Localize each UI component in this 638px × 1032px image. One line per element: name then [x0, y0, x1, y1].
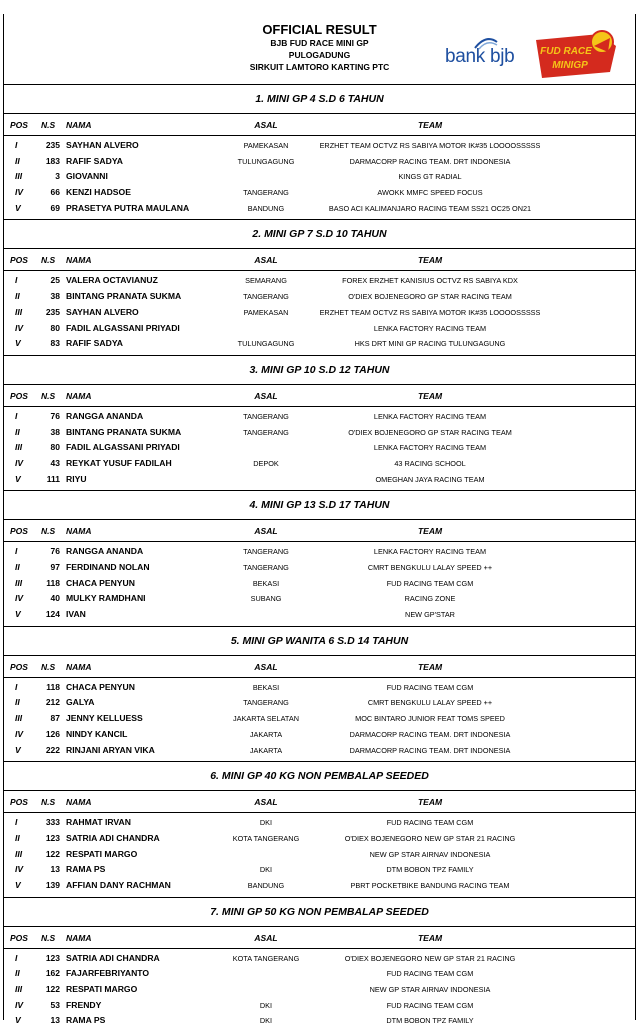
- col-asal: ASAL: [254, 120, 278, 130]
- cell-asal: TANGERANG: [243, 411, 289, 421]
- category-section-4: [4, 490, 635, 625]
- cell-nama: RIYU: [66, 473, 87, 484]
- table-row: [4, 440, 635, 456]
- cell-pos: IV: [15, 864, 24, 875]
- col-nama: NAMA: [66, 390, 92, 401]
- col-pos: POS: [10, 255, 28, 266]
- cell-ns: 333: [45, 817, 60, 828]
- cell-asal: SEMARANG: [245, 276, 287, 286]
- cell-nama: RAHMAT IRVAN: [66, 817, 131, 828]
- cell-team: LENKA FACTORY RACING TEAM: [373, 323, 487, 333]
- col-nama: NAMA: [66, 661, 92, 672]
- cell-ns: 53: [50, 999, 60, 1010]
- cell-team: FUD RACING TEAM CGM: [386, 578, 474, 588]
- cell-team: NEW GP STAR AIRNAV INDONESIA: [369, 849, 491, 859]
- cell-asal: SUBANG: [250, 594, 282, 604]
- category-section-3: [4, 355, 635, 490]
- cell-asal: BANDUNG: [247, 880, 285, 890]
- cell-ns: 162: [45, 968, 60, 979]
- cell-ns: 212: [45, 697, 60, 708]
- cell-team: O'DIEX BOJENEGORO NEW GP STAR 21 RACING: [344, 833, 516, 843]
- circuit-name: SIRKUIT LAMTORO KARTING PTC: [249, 62, 390, 72]
- col-asal: ASAL: [254, 661, 278, 672]
- cell-pos: III: [15, 171, 23, 182]
- col-team: TEAM: [417, 932, 443, 943]
- cell-team: 43 RACING SCHOOL: [394, 458, 466, 468]
- col-pos: POS: [10, 390, 28, 401]
- cell-nama: MULKY RAMDHANI: [66, 593, 146, 604]
- cell-ns: 123: [45, 832, 60, 843]
- table-row: [4, 607, 635, 623]
- cell-nama: NINDY KANCIL: [66, 728, 128, 739]
- cell-nama: RANGGA ANANDA: [66, 546, 144, 557]
- event-location: PULOGADUNG: [288, 50, 351, 60]
- cell-pos: I: [15, 275, 18, 286]
- cell-pos: I: [15, 410, 18, 421]
- col-ns: N.S: [41, 526, 56, 537]
- table-row: [4, 154, 635, 170]
- cell-ns: 43: [50, 457, 60, 468]
- table-row: [4, 966, 635, 982]
- cell-asal: KOTA TANGERANG: [232, 833, 300, 843]
- col-team: TEAM: [417, 255, 443, 266]
- cell-asal: TANGERANG: [243, 188, 289, 198]
- cell-asal: TANGERANG: [243, 292, 289, 302]
- cell-asal: JAKARTA: [249, 729, 283, 739]
- cell-asal: DKI: [259, 865, 273, 875]
- cell-pos: V: [15, 202, 21, 213]
- table-row: [4, 680, 635, 696]
- col-ns: N.S: [41, 932, 56, 943]
- cell-pos: III: [15, 713, 23, 724]
- category-section-7: [4, 897, 635, 1032]
- table-row: [4, 711, 635, 727]
- cell-team: FUD RACING TEAM CGM: [386, 818, 474, 828]
- table-row: [4, 336, 635, 352]
- cell-team: DARMACORP RACING TEAM. DRT INDONESIA: [349, 729, 511, 739]
- col-ns: N.S: [41, 255, 56, 266]
- fud-logo-line1: FUD RACE: [540, 46, 592, 57]
- cell-nama: SAYHAN ALVERO: [66, 140, 139, 150]
- col-team: TEAM: [417, 797, 443, 808]
- column-header: [4, 526, 635, 542]
- cell-asal: DKI: [259, 818, 273, 828]
- event-name: BJB FUD RACE MINI GP: [270, 38, 369, 48]
- column-header: [4, 797, 635, 813]
- cell-team: O'DIEX BOJENEGORO GP STAR RACING TEAM: [348, 292, 512, 302]
- table-row: [4, 544, 635, 560]
- column-header: [4, 255, 635, 271]
- col-pos: POS: [10, 932, 28, 943]
- cell-asal: TULUNGAGUNG: [237, 156, 295, 166]
- result-rows: [4, 678, 635, 761]
- cell-team: DTM BOBON TPZ FAMILY: [386, 1016, 474, 1026]
- cell-asal: BEKASI: [252, 682, 280, 692]
- cell-asal: TULUNGAGUNG: [237, 339, 295, 349]
- col-nama: NAMA: [66, 255, 92, 266]
- cell-nama: RAMA PS: [66, 864, 106, 875]
- cell-team: RACING ZONE: [404, 594, 456, 604]
- table-row: [4, 591, 635, 607]
- cell-ns: 80: [50, 322, 60, 333]
- cell-ns: 123: [45, 952, 60, 963]
- cell-nama: RINJANI ARYAN VIKA: [66, 744, 155, 755]
- cell-team: AWOKK MMFC SPEED FOCUS: [377, 188, 483, 198]
- result-rows: [4, 813, 635, 896]
- cell-pos: III: [15, 306, 23, 317]
- col-ns: N.S: [41, 390, 56, 401]
- table-row: [4, 831, 635, 847]
- table-row: [4, 560, 635, 576]
- table-row: [4, 982, 635, 998]
- cell-nama: FAJARFEBRIYANTO: [66, 968, 150, 979]
- results-sections: [4, 84, 635, 1032]
- table-row: [4, 201, 635, 217]
- cell-asal: JAKARTA SELATAN: [233, 714, 299, 724]
- cell-nama: JENNY KELLUESS: [66, 713, 143, 724]
- cell-asal: PAMEKASAN: [243, 307, 289, 317]
- cell-asal: KOTA TANGERANG: [232, 953, 300, 963]
- cell-nama: VALERA OCTAVIANUZ: [66, 275, 158, 286]
- cell-ns: 25: [50, 275, 60, 286]
- cell-team: DARMACORP RACING TEAM. DRT INDONESIA: [349, 745, 511, 755]
- category-title: 5. MINI GP WANITA 6 S.D 14 TAHUN: [4, 626, 635, 656]
- cell-ns: 38: [50, 291, 60, 302]
- cell-team: MOC BINTARO JUNIOR FEAT TOMS SPEED: [355, 714, 505, 724]
- cell-ns: 235: [45, 140, 60, 150]
- cell-pos: II: [15, 832, 20, 843]
- cell-team: OMEGHAN JAYA RACING TEAM: [375, 474, 485, 484]
- col-pos: POS: [10, 797, 28, 808]
- category-section-1: [4, 84, 635, 219]
- table-row: [4, 576, 635, 592]
- cell-ns: 3: [55, 171, 60, 182]
- col-asal: ASAL: [254, 797, 278, 808]
- cell-pos: IV: [15, 457, 24, 468]
- cell-ns: 235: [45, 306, 60, 317]
- category-title: 1. MINI GP 4 S.D 6 TAHUN: [4, 84, 635, 114]
- cell-asal: DEPOK: [253, 458, 279, 468]
- header: [4, 14, 635, 84]
- col-pos: POS: [10, 526, 28, 537]
- cell-team: HKS DRT MINI GP RACING TULUNGAGUNG: [354, 339, 506, 349]
- cell-ns: 76: [50, 410, 60, 421]
- table-row: [4, 998, 635, 1014]
- result-rows: [4, 407, 635, 490]
- table-row: [4, 743, 635, 759]
- table-row: [4, 409, 635, 425]
- cell-team: CMRT BENGKULU LALAY SPEED ++: [367, 563, 493, 572]
- category-section-5: [4, 626, 635, 761]
- cell-ns: 38: [50, 426, 60, 437]
- category-section-6: [4, 761, 635, 896]
- cell-pos: IV: [15, 322, 24, 333]
- fud-logo-line2: MINIGP: [552, 60, 588, 71]
- cell-asal: JAKARTA: [249, 745, 283, 755]
- cell-ns: 76: [50, 546, 60, 557]
- col-team: TEAM: [417, 390, 443, 401]
- cell-pos: V: [15, 609, 21, 620]
- cell-ns: 97: [50, 562, 60, 572]
- cell-team: LENKA FACTORY RACING TEAM: [373, 547, 487, 557]
- cell-team: LENKA FACTORY RACING TEAM: [373, 443, 487, 453]
- cell-ns: 69: [50, 202, 60, 213]
- cell-nama: RANGGA ANANDA: [66, 410, 144, 421]
- cell-pos: IV: [15, 999, 24, 1010]
- cell-team: DARMACORP RACING TEAM. DRT INDONESIA: [349, 156, 511, 166]
- table-row: [4, 425, 635, 441]
- cell-nama: FADIL ALGASSANI PRIYADI: [66, 442, 180, 453]
- result-rows: [4, 542, 635, 625]
- cell-ns: 122: [45, 984, 60, 994]
- cell-pos: V: [15, 473, 21, 484]
- cell-nama: RAFIF SADYA: [66, 338, 123, 349]
- cell-nama: GIOVANNI: [66, 171, 108, 182]
- col-asal: ASAL: [254, 255, 278, 266]
- table-row: [4, 951, 635, 967]
- cell-pos: II: [15, 155, 20, 166]
- cell-pos: V: [15, 338, 21, 349]
- table-row: [4, 289, 635, 305]
- cell-nama: RESPATI MARGO: [66, 984, 138, 994]
- cell-pos: II: [15, 562, 20, 572]
- cell-pos: V: [15, 744, 21, 755]
- cell-pos: III: [15, 984, 23, 994]
- col-ns: N.S: [41, 797, 56, 808]
- cell-pos: III: [15, 442, 23, 453]
- cell-asal: TANGERANG: [243, 563, 289, 572]
- table-row: [4, 321, 635, 337]
- col-nama: NAMA: [66, 526, 92, 537]
- table-row: [4, 1013, 635, 1029]
- cell-team: FUD RACING TEAM CGM: [386, 1000, 474, 1010]
- cell-team: ERZHET TEAM OCTVZ RS SABIYA MOTOR IK#35 LOOOOSSSSS: [319, 307, 541, 317]
- column-header: [4, 120, 635, 136]
- cell-team: FUD RACING TEAM CGM: [386, 969, 474, 979]
- cell-pos: IV: [15, 728, 24, 739]
- cell-asal: TANGERANG: [243, 547, 289, 557]
- table-row: [4, 727, 635, 743]
- cell-team: KINGS GT RADIAL: [398, 172, 462, 182]
- cell-nama: CHACA PENYUN: [66, 681, 135, 692]
- cell-pos: I: [15, 952, 18, 963]
- bank-bjb-logo: [445, 46, 514, 68]
- cell-ns: 118: [46, 577, 60, 588]
- fud-race-minigp-logo: [530, 26, 622, 82]
- cell-asal: DKI: [259, 1000, 273, 1010]
- cell-team: O'DIEX BOJENEGORO GP STAR RACING TEAM: [348, 427, 512, 437]
- col-team: TEAM: [417, 120, 443, 130]
- cell-pos: I: [15, 817, 18, 828]
- cell-pos: II: [15, 697, 20, 708]
- result-rows: [4, 271, 635, 354]
- cell-nama: PRASETYA PUTRA MAULANA: [66, 202, 190, 213]
- col-nama: NAMA: [66, 120, 92, 130]
- table-row: [4, 456, 635, 472]
- cell-pos: III: [15, 577, 23, 588]
- cell-nama: REYKAT YUSUF FADILAH: [66, 457, 172, 468]
- cell-pos: II: [15, 968, 20, 979]
- result-rows: [4, 949, 635, 1032]
- cell-nama: FERDINAND NOLAN: [66, 562, 150, 572]
- cell-team: O'DIEX BOJENEGORO NEW GP STAR 21 RACING: [344, 953, 516, 963]
- cell-nama: FADIL ALGASSANI PRIYADI: [66, 322, 180, 333]
- cell-pos: I: [15, 546, 18, 557]
- cell-ns: 124: [45, 609, 60, 620]
- col-nama: NAMA: [66, 932, 92, 943]
- table-row: [4, 472, 635, 488]
- table-row: [4, 138, 635, 154]
- table-row: [4, 695, 635, 711]
- cell-team: ERZHET TEAM OCTVZ RS SABIYA MOTOR IK#35 LOOOOSSSSS: [319, 141, 541, 150]
- cell-ns: 139: [45, 879, 60, 890]
- cell-pos: I: [15, 140, 18, 150]
- col-asal: ASAL: [254, 932, 278, 943]
- cell-nama: IVAN: [66, 609, 86, 620]
- col-ns: N.S: [41, 120, 56, 130]
- cell-nama: GALYA: [66, 697, 95, 708]
- table-row: [4, 305, 635, 321]
- cell-asal: TANGERANG: [243, 698, 289, 708]
- category-title: 2. MINI GP 7 S.D 10 TAHUN: [4, 219, 635, 249]
- cell-pos: IV: [15, 593, 24, 604]
- col-pos: POS: [10, 120, 28, 130]
- cell-pos: III: [15, 848, 23, 859]
- category-section-2: [4, 219, 635, 354]
- results-sheet: [3, 14, 636, 1026]
- cell-ns: 83: [50, 338, 60, 349]
- cell-team: BASO ACI KALIMANJARO RACING TEAM SS21 OC25 ON21: [328, 203, 532, 213]
- cell-ns: 66: [50, 187, 60, 198]
- col-asal: ASAL: [254, 526, 278, 537]
- cell-ns: 118: [46, 681, 60, 692]
- cell-pos: I: [15, 681, 18, 692]
- cell-team: NEW GP'STAR: [405, 610, 455, 620]
- col-pos: POS: [10, 661, 28, 672]
- col-team: TEAM: [417, 526, 443, 537]
- category-title: 7. MINI GP 50 KG NON PEMBALAP SEEDED: [4, 897, 635, 927]
- cell-pos: V: [15, 879, 21, 890]
- cell-nama: BINTANG PRANATA SUKMA: [66, 291, 182, 302]
- cell-nama: SATRIA ADI CHANDRA: [66, 832, 160, 843]
- cell-ns: 126: [45, 728, 60, 739]
- table-row: [4, 815, 635, 831]
- column-header: [4, 933, 635, 949]
- cell-nama: RAFIF SADYA: [66, 155, 123, 166]
- column-header: [4, 391, 635, 407]
- category-title: 6. MINI GP 40 KG NON PEMBALAP SEEDED: [4, 761, 635, 791]
- cell-nama: RAMA PS: [66, 1015, 106, 1026]
- cell-nama: AFFIAN DANY RACHMAN: [66, 879, 171, 890]
- cell-asal: PAMEKASAN: [243, 141, 289, 150]
- result-rows: [4, 136, 635, 219]
- cell-nama: FRENDY: [66, 999, 102, 1010]
- cell-nama: RESPATI MARGO: [66, 848, 138, 859]
- table-row: [4, 862, 635, 878]
- cell-nama: KENZI HADSOE: [66, 187, 131, 198]
- cell-team: DTM BOBON TPZ FAMILY: [386, 865, 474, 875]
- cell-asal: BANDUNG: [247, 203, 285, 213]
- cell-ns: 40: [50, 593, 60, 604]
- cell-ns: 122: [45, 848, 60, 859]
- cell-ns: 183: [45, 155, 60, 166]
- cell-team: NEW GP STAR AIRNAV INDONESIA: [369, 985, 491, 994]
- cell-asal: BEKASI: [252, 578, 280, 588]
- table-row: [4, 185, 635, 201]
- cell-ns: 13: [50, 864, 60, 875]
- table-row: [4, 273, 635, 289]
- bank-logo-text: bank bjb: [445, 46, 515, 67]
- cell-ns: 13: [50, 1015, 60, 1026]
- col-ns: N.S: [41, 661, 56, 672]
- bank-logo-swoosh-icon: [473, 36, 499, 50]
- col-asal: ASAL: [254, 390, 278, 401]
- cell-nama: CHACA PENYUN: [66, 577, 135, 588]
- column-header: [4, 662, 635, 678]
- cell-team: LENKA FACTORY RACING TEAM: [373, 411, 487, 421]
- cell-nama: BINTANG PRANATA SUKMA: [66, 426, 182, 437]
- table-row: [4, 878, 635, 894]
- cell-ns: 80: [50, 442, 60, 453]
- table-row: [4, 847, 635, 863]
- col-team: TEAM: [417, 661, 443, 672]
- cell-team: PBRT POCKETBIKE BANDUNG RACING TEAM: [350, 880, 510, 890]
- cell-team: CMRT BENGKULU LALAY SPEED ++: [367, 698, 493, 708]
- cell-pos: II: [15, 426, 20, 437]
- col-nama: NAMA: [66, 797, 92, 808]
- cell-pos: II: [15, 291, 20, 302]
- cell-nama: SATRIA ADI CHANDRA: [66, 952, 160, 963]
- cell-asal: TANGERANG: [243, 427, 289, 437]
- cell-ns: 87: [50, 713, 60, 724]
- cell-pos: IV: [15, 187, 24, 198]
- table-row: [4, 169, 635, 185]
- page-title: OFFICIAL RESULT: [262, 22, 377, 37]
- category-title: 4. MINI GP 13 S.D 17 TAHUN: [4, 490, 635, 520]
- cell-team: FOREX ERZHET KANISIUS OCTVZ RS SABIYA KDX: [342, 276, 518, 286]
- cell-asal: DKI: [259, 1016, 273, 1026]
- cell-pos: V: [15, 1015, 21, 1026]
- cell-ns: 111: [46, 473, 60, 484]
- cell-nama: SAYHAN ALVERO: [66, 306, 139, 317]
- cell-team: FUD RACING TEAM CGM: [386, 682, 474, 692]
- category-title: 3. MINI GP 10 S.D 12 TAHUN: [4, 355, 635, 385]
- cell-ns: 222: [45, 744, 60, 755]
